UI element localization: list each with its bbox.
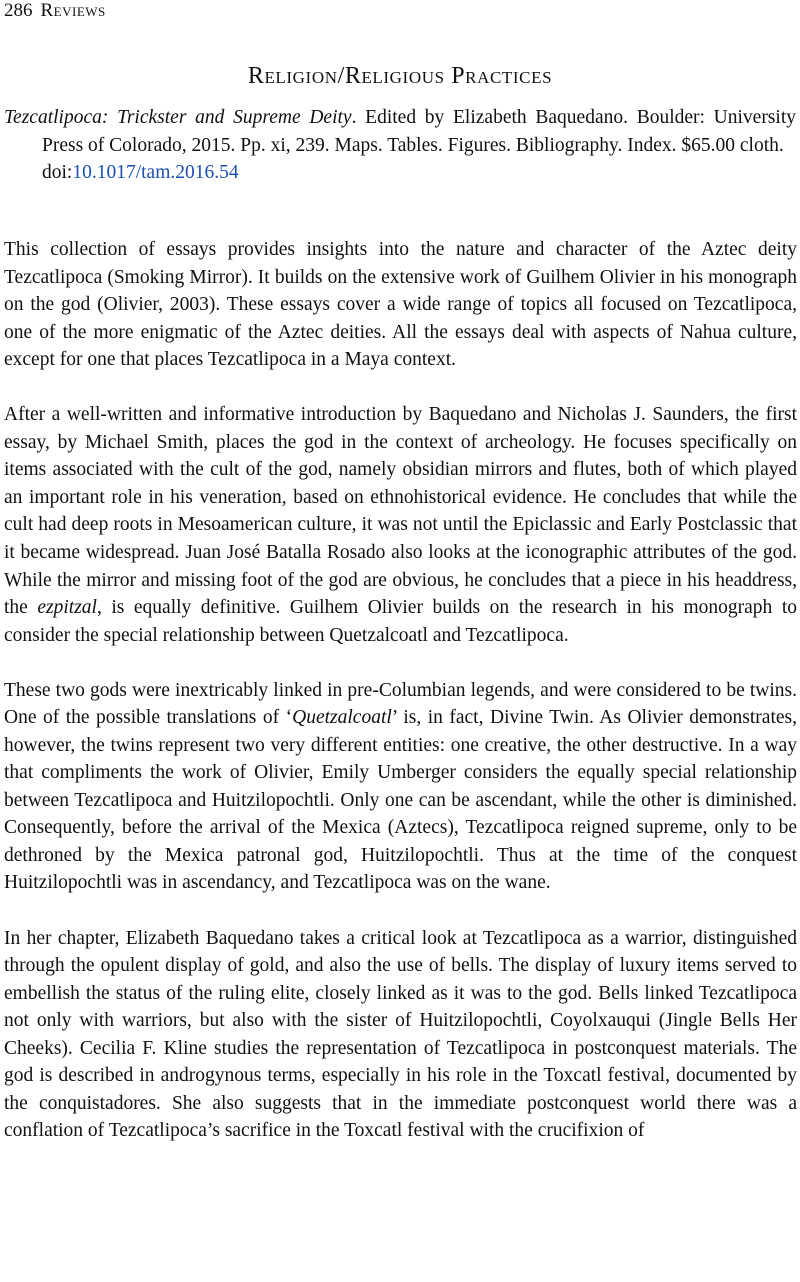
book-citation (4, 104, 796, 187)
paragraph-3-italic: Quetzalcoatl (292, 707, 392, 729)
paragraph-2-text-b: , is equally definitive. Guilhem Olivier builds on the research in his monograph to consider the special relationship between Quetzalcoatl and Tezcatlipoca. (4, 597, 798, 646)
review-body (4, 236, 797, 1172)
paragraph-2 (4, 401, 797, 649)
running-head (4, 0, 106, 22)
section-label: Reviews (40, 0, 106, 21)
paragraph-2-italic: ezpitzal (37, 597, 97, 619)
doi-line (42, 159, 796, 187)
paragraph-1: This collection of essays provides insights into the nature and character of the Aztec deity Tezcatlipoca (Smoking Mirror). It builds on the extensive work of Guilhem Olivier in his monograph on the god (Olivier, 2003). These essays cover a wide range of topics all focused on Tezcatlipoca, one of the more enigmatic of the Aztec deities. All the essays deal with aspects of Nahua culture, except for one that places Tezcatlipoca in a Maya context. (4, 239, 797, 371)
paragraph-3 (4, 677, 797, 897)
book-details: . Edited by Elizabeth Baquedano. Boulder: University Press of Colorado, 2015. Pp. xi, 239. Maps. Tables. Figures. Bibliography. Index. $65.00 cloth. (42, 107, 796, 156)
paragraph-4: In her chapter, Elizabeth Baquedano takes a critical look at Tezcatlipoca as a warrior, distinguished through the opulent display of gold, and also the use of bells. The display of luxury items served to embellish the status of the ruling elite, closely linked as it was to the god. Bells linked Tezcatlipoca not only with warriors, but also with the sister of Huitzilopochtli, Coyolxauqui (Jingle Bells Her Cheeks). Cecilia F. Kline studies the representation of Tezcatlipoca in postconquest materials. The god is described in androgynous terms, especially in his role in the Toxcatl festival, documented by the conquistadores. She also suggests that in the immediate postconquest world there was a conflation of Tezcatlipoca’s sacrifice in the Toxcatl festival with the crucifixion of (4, 927, 797, 1142)
paragraph-3-text-b: ’ is, in fact, Divine Twin. As Olivier demonstrates, however, the twins represent two very different entities: one creative, the other destructive. In a way that compliments the work of Olivier, Emily Umberger considers the equally special relationship between Tezcatlipoca and Huitzilopochtli. Only one can be ascendant, while the other is diminished. Consequently, before the arrival of the Mexica (Aztecs), Tezcatlipoca reigned supreme, only to be dethroned by the Mexica patronal god, Huitzilopochtli. Thus at the time of the conquest Huitzilopochtli was in ascendancy, and Tezcatlipoca was on the wane. (4, 707, 797, 894)
section-title: Religion/Religious Practices (247, 63, 553, 89)
page-number: 286 (4, 0, 33, 21)
doi-link[interactable]: 10.1017/tam.2016.54 (72, 162, 239, 183)
paragraph-3-text-a: These two gods were inextricably linked in pre-Columbian legends, and were considered to be twins. One of the possible translations of ‘ (4, 679, 797, 729)
doi-prefix: doi: (42, 162, 73, 183)
paragraph-2-text-a: After a well-written and informative introduction by Baquedano and Nicholas J. Saunders, the first essay, by Michael Smith, places the god in the context of archeology. He focuses specifically on items associated with the cult of the god, namely obsidian mirrors and flutes, both of which played an important role in his veneration, based on ethnohistorical evidence. He concludes that while the cult had deep roots in Mesoamerican culture, it was not until the Epiclassic and Early Postclassic that it became widespread. Juan José Batalla Rosado also looks at the iconographic attributes of the god. While the mirror and missing foot of the god are obvious, he concludes that a piece in his headdress, the (4, 404, 797, 619)
book-title: Tezcatlipoca: Trickster and Supreme Deity (4, 107, 352, 128)
